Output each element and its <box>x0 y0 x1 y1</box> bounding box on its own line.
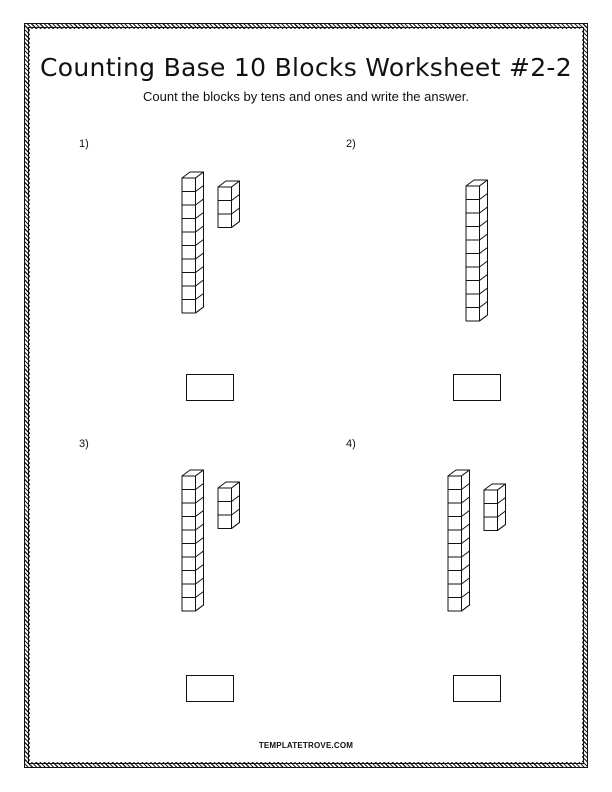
one-cube-cube <box>218 488 232 502</box>
ten-rod-cube <box>182 205 196 219</box>
problem-4-label: 4) <box>346 438 356 450</box>
one-cube-cube <box>218 214 232 228</box>
problem-2-label: 2) <box>346 138 356 150</box>
ten-rod-cube <box>182 530 196 544</box>
ten-rod-cube <box>182 259 196 273</box>
ten-rod-cube <box>448 517 462 531</box>
ten-rod-cube <box>466 213 480 227</box>
ten-rod-cube <box>182 219 196 233</box>
ten-rod-cube <box>448 503 462 517</box>
ten-rod-cube <box>182 571 196 585</box>
ten-rod-cube <box>448 598 462 612</box>
ten-rod-cube <box>182 246 196 260</box>
ten-rod-cube <box>466 254 480 268</box>
ten-rod-cube <box>182 490 196 504</box>
ten-rod-cube <box>182 517 196 531</box>
one-cube-cube <box>218 515 232 529</box>
ten-rod-cube <box>182 544 196 558</box>
one-cube-side-face <box>232 181 240 228</box>
ten-rod-cube <box>182 192 196 206</box>
ten-rod-cube <box>182 232 196 246</box>
ten-rod-cube <box>466 294 480 308</box>
one-cube-cube <box>218 201 232 215</box>
problem-4-answer-box[interactable] <box>453 675 501 702</box>
ten-rod-cube <box>466 240 480 254</box>
ten-rod-cube <box>466 227 480 241</box>
one-cube-side-face <box>232 482 240 529</box>
one-cube-cube <box>484 490 498 504</box>
worksheet-title: Counting Base 10 Blocks Worksheet #2-2 <box>40 52 572 82</box>
problem-1-answer-box[interactable] <box>186 374 234 401</box>
problem-2-answer-box[interactable] <box>453 374 501 401</box>
ten-rod-cube <box>448 490 462 504</box>
ten-rod-cube <box>182 598 196 612</box>
ten-rod-cube <box>466 186 480 200</box>
footer-brand: TEMPLATETROVE.COM <box>258 741 354 750</box>
problem-3-label: 3) <box>79 438 89 450</box>
ten-rod-cube <box>182 503 196 517</box>
problem-1-label: 1) <box>79 138 89 150</box>
ten-rod-cube <box>448 530 462 544</box>
ten-rod-cube <box>466 308 480 322</box>
ten-rod-cube <box>448 571 462 585</box>
problem-3-answer-box[interactable] <box>186 675 234 702</box>
ten-rod-cube <box>182 178 196 192</box>
ten-rod-cube <box>182 300 196 314</box>
ten-rod-cube <box>466 267 480 281</box>
one-cube-side-face <box>498 484 506 531</box>
ten-rod-cube <box>182 557 196 571</box>
one-cube-cube <box>484 517 498 531</box>
ten-rod-cube <box>448 557 462 571</box>
ten-rod-cube <box>182 286 196 300</box>
ten-rod-cube <box>466 200 480 214</box>
ten-rod-cube <box>448 476 462 490</box>
ten-rod-cube <box>448 584 462 598</box>
ten-rod-cube <box>448 544 462 558</box>
one-cube-cube <box>484 504 498 518</box>
one-cube-cube <box>218 187 232 201</box>
ten-rod-cube <box>182 476 196 490</box>
problem-4-blocks <box>0 0 1 1</box>
ten-rod-cube <box>182 273 196 287</box>
ten-rod-cube <box>466 281 480 295</box>
instructions: Count the blocks by tens and ones and write the answer. <box>143 89 469 104</box>
ten-rod-cube <box>182 584 196 598</box>
one-cube-cube <box>218 502 232 516</box>
